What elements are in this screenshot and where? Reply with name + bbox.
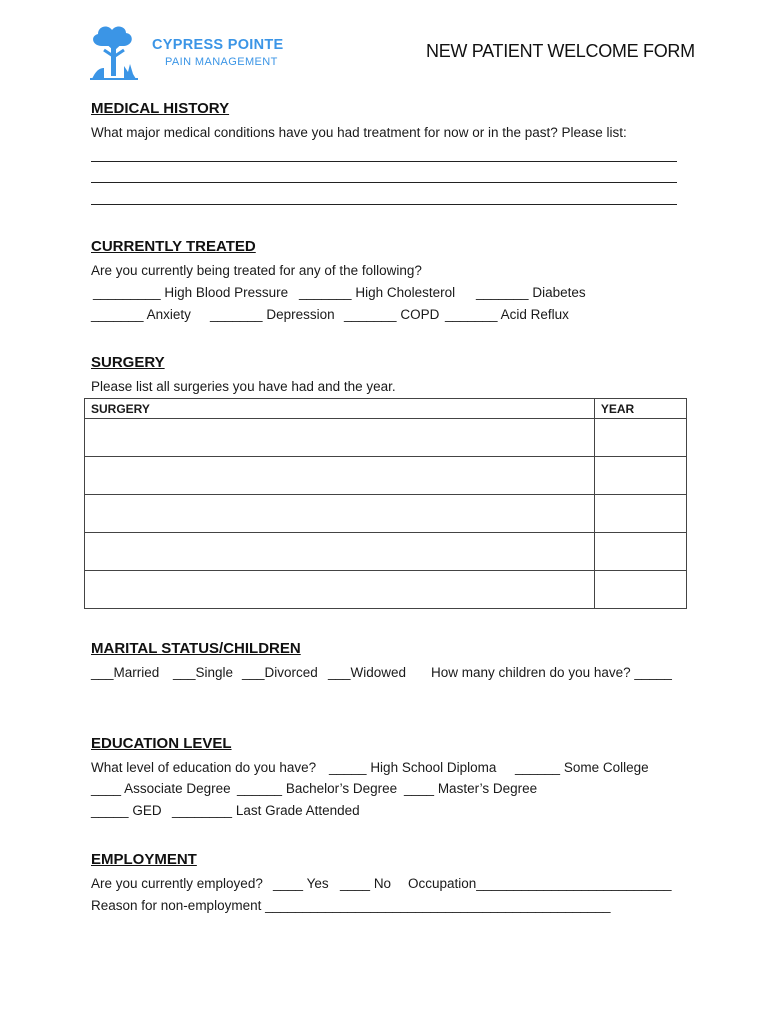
option-label: Depression (266, 307, 335, 322)
option-label: Yes (306, 876, 329, 891)
option-some-college[interactable] (515, 760, 649, 775)
option-blank[interactable]: _____ (91, 803, 129, 818)
surgery-table-header (85, 399, 687, 419)
medical-history-line-3[interactable] (91, 204, 677, 205)
option-blank[interactable]: ____ (273, 876, 304, 891)
table-row (85, 457, 687, 495)
option-label: Married (113, 665, 160, 680)
option-blank[interactable]: ______ (515, 760, 561, 775)
option-bachelors-degree[interactable] (237, 781, 397, 796)
brand-subtitle: PAIN MANAGEMENT (165, 56, 278, 68)
occupation-field[interactable]: Occupation__________________________ (408, 876, 672, 891)
option-last-grade-attended[interactable] (172, 803, 360, 818)
option-high-cholesterol[interactable] (299, 285, 455, 300)
option-masters-degree[interactable] (404, 781, 537, 796)
year-cell[interactable] (594, 495, 686, 533)
option-blank[interactable]: ______ (237, 781, 283, 796)
year-cell[interactable] (594, 533, 686, 571)
education-heading: EDUCATION LEVEL (91, 735, 232, 752)
option-label: High Blood Pressure (164, 285, 289, 300)
option-blank[interactable]: ____ (91, 781, 122, 796)
table-row (85, 495, 687, 533)
option-blank[interactable]: _______ (299, 285, 352, 300)
medical-history-question: What major medical conditions have you had treatment for now or in the past? Please list: (91, 125, 627, 140)
option-married[interactable] (91, 665, 159, 680)
option-blank[interactable]: ____ (404, 781, 435, 796)
option-label: Widowed (350, 665, 407, 680)
option-label: Some College (563, 760, 649, 775)
surgery-cell[interactable] (85, 419, 595, 457)
option-label: Associate Degree (124, 781, 231, 796)
option-blank[interactable]: _________ (93, 285, 161, 300)
option-label: High Cholesterol (355, 285, 456, 300)
surgery-cell[interactable] (85, 495, 595, 533)
option-high-blood-pressure[interactable] (93, 285, 288, 300)
surgery-table (84, 398, 687, 609)
option-blank[interactable]: _______ (476, 285, 529, 300)
brand-name: CYPRESS POINTE (152, 37, 284, 53)
option-depression[interactable] (210, 307, 335, 322)
option-blank[interactable]: ___ (173, 665, 196, 680)
surgery-heading: SURGERY (91, 354, 165, 371)
table-row (85, 571, 687, 609)
option-label: Anxiety (146, 307, 191, 322)
option-blank[interactable]: ________ (172, 803, 233, 818)
option-label: Master’s Degree (437, 781, 538, 796)
option-blank[interactable]: _______ (445, 307, 498, 322)
employment-heading: EMPLOYMENT (91, 851, 197, 868)
option-diabetes[interactable] (476, 285, 586, 300)
medical-history-line-1[interactable] (91, 161, 677, 162)
option-label: Divorced (264, 665, 318, 680)
form-title: NEW PATIENT WELCOME FORM (426, 41, 695, 61)
option-label: Single (195, 665, 234, 680)
table-row (85, 419, 687, 457)
employment-question: Are you currently employed? (91, 876, 263, 891)
table-row (85, 533, 687, 571)
medical-history-line-2[interactable] (91, 182, 677, 183)
option-label: No (373, 876, 392, 891)
option-blank[interactable]: ___ (328, 665, 351, 680)
option-ged[interactable] (91, 803, 162, 818)
option-label: High School Diploma (370, 760, 497, 775)
option-employed-yes[interactable] (273, 876, 329, 891)
children-question[interactable]: How many children do you have? _____ (431, 665, 672, 680)
option-acid-reflux[interactable] (445, 307, 569, 322)
year-cell[interactable] (594, 419, 686, 457)
option-label: GED (132, 803, 162, 818)
surgery-cell[interactable] (85, 571, 595, 609)
non-employment-reason-field[interactable]: Reason for non-employment ______________________________________________ (91, 898, 611, 913)
option-blank[interactable]: _______ (91, 307, 144, 322)
surgery-cell[interactable] (85, 533, 595, 571)
option-blank[interactable]: ____ (340, 876, 371, 891)
option-label: Acid Reflux (500, 307, 569, 322)
currently-treated-heading: CURRENTLY TREATED (91, 238, 256, 255)
marital-heading: MARITAL STATUS/CHILDREN (91, 640, 301, 657)
option-label: COPD (400, 307, 440, 322)
option-single[interactable] (173, 665, 233, 680)
option-widowed[interactable] (328, 665, 406, 680)
year-cell[interactable] (594, 457, 686, 495)
option-associate-degree[interactable] (91, 781, 231, 796)
medical-history-heading: MEDICAL HISTORY (91, 100, 230, 117)
option-label: Last Grade Attended (235, 803, 360, 818)
currently-treated-question: Are you currently being treated for any of the following? (91, 263, 422, 278)
surgery-cell[interactable] (85, 457, 595, 495)
option-label: Bachelor’s Degree (285, 781, 398, 796)
option-copd[interactable] (344, 307, 439, 322)
surgery-instruction: Please list all surgeries you have had and the year. (91, 379, 396, 394)
surgery-column-header: SURGERY (85, 399, 595, 419)
education-question: What level of education do you have? (91, 760, 317, 775)
option-high-school-diploma[interactable] (329, 760, 496, 775)
option-employed-no[interactable] (340, 876, 391, 891)
option-blank[interactable]: _______ (210, 307, 263, 322)
option-divorced[interactable] (242, 665, 318, 680)
option-blank[interactable]: ___ (91, 665, 114, 680)
year-column-header: YEAR (594, 399, 686, 419)
tree-logo-icon (86, 22, 142, 82)
option-anxiety[interactable] (91, 307, 191, 322)
option-blank[interactable]: ___ (242, 665, 265, 680)
year-cell[interactable] (594, 571, 686, 609)
option-blank[interactable]: _____ (329, 760, 367, 775)
option-blank[interactable]: _______ (344, 307, 397, 322)
option-label: Diabetes (532, 285, 586, 300)
